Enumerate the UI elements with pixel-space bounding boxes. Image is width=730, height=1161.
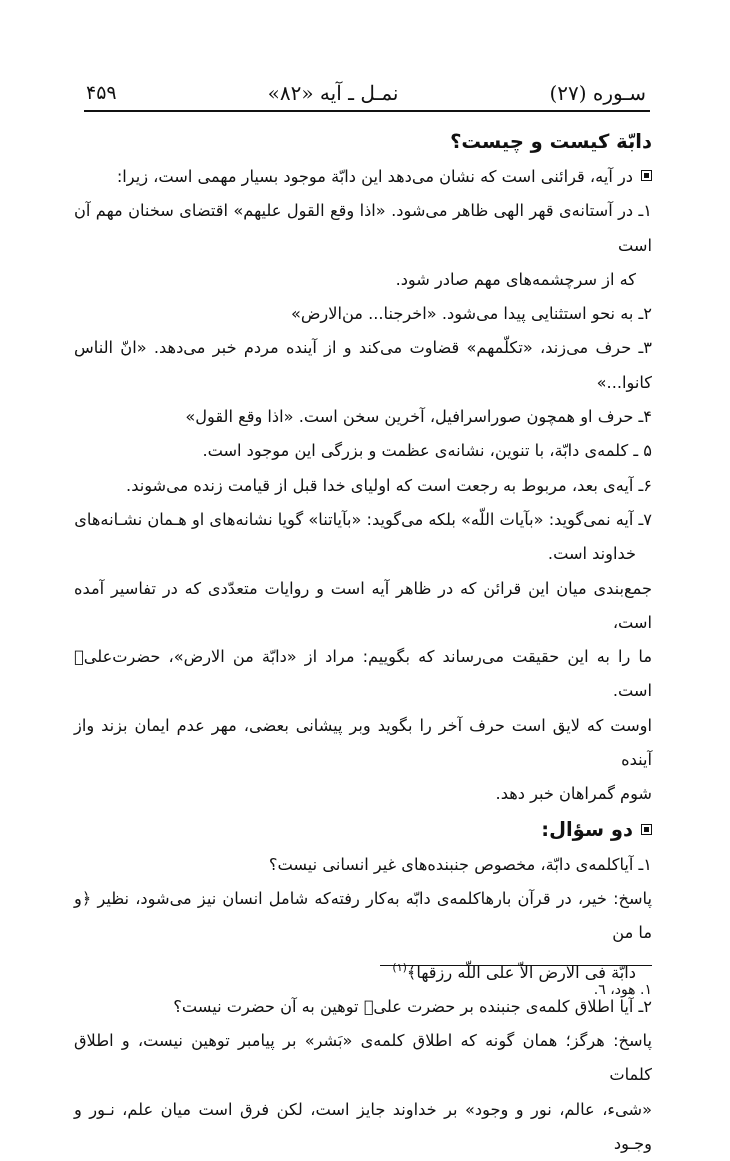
- verse-label: نمـل ـ آیه «۸۲»: [267, 81, 399, 105]
- section-heading-2: دو سؤال:: [541, 817, 633, 841]
- list-item: ۵ ـ کلمه‌ی دابّة، با تنوین، نشانه‌ی عظمت و بزرگی این موجود است.: [202, 441, 652, 461]
- question-1: ۱ـ آیاکلمه‌ی دابّة، مخصوص جنبنده‌های غیر انسانی نیست؟: [268, 854, 652, 874]
- answer-2-line: «شیء، عالم، نور و وجود» بر خداوند جایز است، لکن فرق است میان علم، نـور و وجـود: [74, 1099, 652, 1154]
- section-heading-2-row: [74, 812, 652, 848]
- list-item: ۱ـ در آستانه‌ی قهر الهی ظاهر می‌شود. «اذا وقع القول علیهم» اقتضای سخنان مهم آن است: [74, 201, 652, 255]
- list-item: ۷ـ آیه نمی‌گوید: «بآیات اللّه» بلکه می‌گوید: «بآیاتنا» گویا نشانه‌های او هـمان نشـانه‌های: [74, 509, 652, 529]
- footnote: ۱. هود، ٦.: [593, 982, 652, 998]
- question-2: ۲ـ آیا اطلاق کلمه‌ی جنبنده بر حضرت علیؑ توهین به آن حضرت نیست؟: [173, 996, 652, 1016]
- running-header: [86, 78, 646, 108]
- intro-paragraph: [74, 160, 652, 194]
- summary-line: ما را به این حقیقت می‌رساند که بگوییم: مراد از «دابّة من الارض»، حضرت‌علیؑ است.: [74, 647, 652, 701]
- list-item-continuation: که از سرچشمه‌های مهم صادر شود.: [395, 269, 636, 289]
- list-item: ۳ـ حرف می‌زند، «تکلّمهم» قضاوت می‌کند و از آینده مردم خبر می‌دهد. «انّ الناس کانوا...»: [74, 338, 652, 392]
- list-item: ۴ـ حرف او همچون صوراسرافیل، آخرین سخن است. «اذا وقع القول»: [185, 407, 652, 427]
- bullet-square-icon: [641, 824, 652, 835]
- surah-label: سـوره (۲۷): [549, 81, 646, 105]
- answer-1-continuation: [74, 951, 652, 990]
- footnote-reference[interactable]: (۱): [392, 960, 407, 974]
- answer-1-line: پاسخ: خیر، در قرآن بارهاکلمه‌ی دابّه به‌کار رفته‌که شامل انسان نیز می‌شود، نظیر ﴿و ما من: [74, 888, 652, 943]
- header-rule: [84, 110, 650, 112]
- body-text: [74, 124, 652, 1161]
- answer-1-verse: دابّة فی الارض الاّ علی اللّه رزقها﴾: [406, 962, 636, 982]
- intro-text: در آیه، قرائنی است که نشان می‌دهد این دابّة موجود بسیار مهمی است، زیرا:: [116, 167, 633, 186]
- bullet-square-icon: [641, 170, 652, 181]
- summary-line: شوم گمراهان خبر دهد.: [495, 784, 652, 804]
- summary-line: جمع‌بندی میان این قرائن که در ظاهر آیه است و روایات متعدّدی که در تفاسیر آمده است،: [74, 578, 652, 632]
- list-item: ۲ـ به نحو استثنایی پیدا می‌شود. «اخرجنا... من‌الارض»: [290, 304, 652, 324]
- list-item: ۶ـ آیه‌ی بعد، مربوط به رجعت است که اولیای خدا قبل از قیامت زنده می‌شوند.: [126, 475, 652, 495]
- section-heading-1: دابّة کیست و چیست؟: [450, 130, 652, 153]
- page-number: ۴۵۹: [86, 82, 117, 104]
- answer-2-line: پاسخ: هرگز؛ همان گونه که اطلاق کلمه‌ی «بَشر» بر پیامبر توهین نیست، و اطلاق کلمات: [74, 1031, 652, 1085]
- list-item-continuation: خداوند است.: [547, 544, 636, 564]
- footnote-rule: [380, 965, 652, 966]
- summary-line: اوست که لایق است حرف آخر را بگوید وبر پیشانی بعضی، مهر عدم ایمان بزند واز آینده: [74, 715, 652, 770]
